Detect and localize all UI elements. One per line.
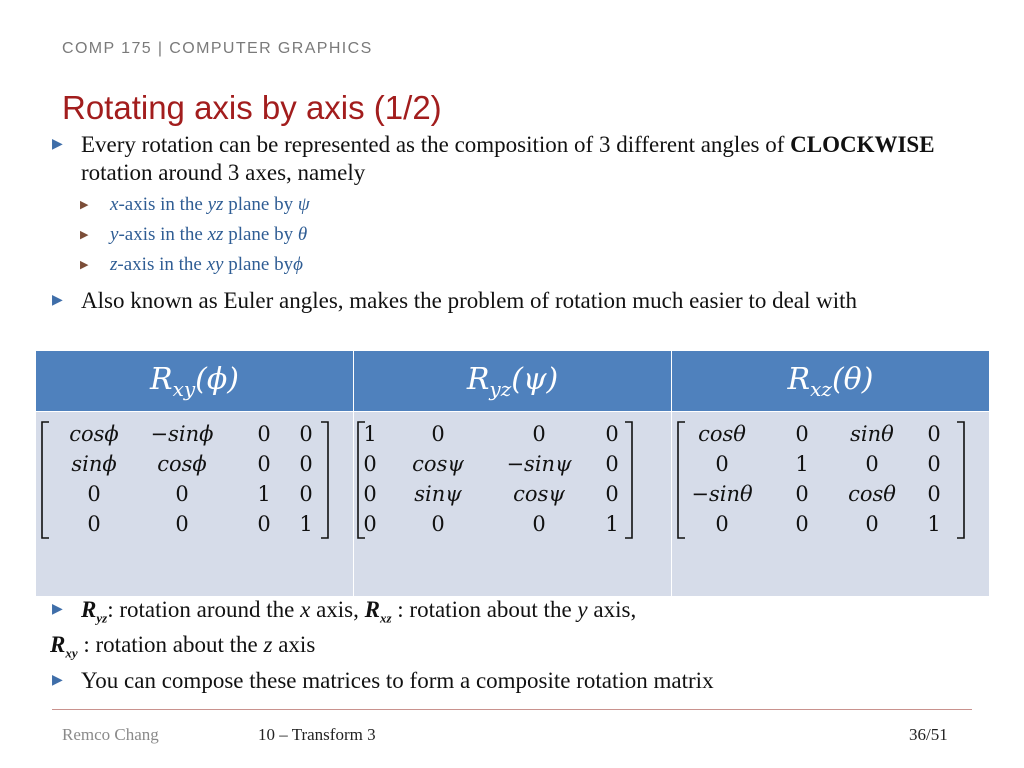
matrix-entry: 0 [532,512,546,536]
matrix-entry: 0 [257,512,271,536]
matrix-svg [36,420,336,546]
bullet-compose: ▶ You can compose these matrices to form a composite rotation matrix [52,668,714,693]
matrix-entry: 0 [795,512,809,536]
matrix-entry: −sinθ [691,482,753,506]
matrix-entry: 0 [257,452,271,476]
matrix-entry: 0 [257,422,271,446]
matrix-entry: 0 [715,452,729,476]
sub-bullet-arrow-icon: ▶ [80,229,89,241]
course-title: COMP 175 | COMPUTER GRAPHICS [62,40,373,57]
matrix-entry: 1 [927,512,941,536]
matrix-entry: 0 [299,422,313,446]
clockwise-text: CLOCKWISE [790,132,935,157]
footer-divider [52,709,972,710]
matrix-entry: 0 [175,482,189,506]
matrix-entry: 1 [605,512,619,536]
matrix-svg [672,420,972,546]
matrix-entry: 0 [927,422,941,446]
matrix-entry: 0 [363,452,377,476]
footer-author: Remco Chang [62,725,159,744]
matrix-right-bracket [625,422,632,538]
bullet-arrow-icon: ▶ [52,293,63,308]
matrix-cell-ryz [354,412,672,597]
matrix-entry: 0 [299,482,313,506]
matrix-entry: 0 [865,452,879,476]
sub-bullet-arrow-icon: ▶ [80,259,89,271]
bullet-arrow-icon: ▶ [52,602,63,617]
matrix-rxy [36,420,353,546]
sub-bullet-x-axis: ▶ x-axis in the yz plane by ψ [80,194,310,215]
matrix-entry: 1 [257,482,271,506]
header-rxz: $R_{xz}(\theta)$ [672,351,990,412]
matrix-entry: 0 [299,452,313,476]
matrix-entry: cosϕ [69,422,119,446]
matrix-entry: cosϕ [157,452,207,476]
footer-lecture: 10 – Transform 3 [258,725,376,744]
matrix-entry: 0 [605,422,619,446]
matrix-entry: 0 [431,512,445,536]
matrix-entry: 1 [363,422,377,446]
header-ryz: $R_{yz}(\psi)$ [354,351,672,412]
legend-continuation: $R_{xy}$ : rotation about the z axis [50,632,316,661]
matrix-entry: cosθ [698,422,746,446]
matrix-entry: 1 [299,512,313,536]
matrix-entry: −sinψ [506,452,572,476]
matrix-entry: cosθ [848,482,896,506]
matrix-rxz [672,420,989,546]
matrix-entry: 0 [363,482,377,506]
matrix-entry: 0 [927,482,941,506]
matrix-entry: 0 [431,422,445,446]
matrix-entry: −sinϕ [150,422,214,446]
matrix-entry: 0 [795,482,809,506]
matrix-entry: 0 [175,512,189,536]
matrix-entry: 0 [715,512,729,536]
matrix-entry: 0 [865,512,879,536]
matrix-left-bracket [678,422,685,538]
footer-page-number: 36/51 [909,725,948,744]
sub-bullet-arrow-icon: ▶ [80,199,89,211]
matrix-cell-rxz [672,412,990,597]
matrix-entry: cosψ [412,452,464,476]
matrix-entry: sinθ [850,422,894,446]
matrix-cell-rxy [36,412,354,597]
matrix-ryz [354,420,671,546]
matrix-entry: 0 [363,512,377,536]
matrix-entry: 0 [927,452,941,476]
matrix-entry: 0 [605,452,619,476]
bullet-arrow-icon: ▶ [52,137,63,152]
matrix-entry: 0 [87,482,101,506]
matrix-entry: sinϕ [71,452,117,476]
matrix-entry: 0 [87,512,101,536]
sub-bullet-z-axis: ▶ z-axis in the xy plane byϕ [80,254,303,275]
bullet-matrix-legend: ▶ $R_{yz}$: rotation around the x axis, $R_{xz}$ : rotation about the y axis, [52,597,637,626]
matrix-entry: 1 [795,452,809,476]
matrix-left-bracket [42,422,49,538]
slide-title: Rotating axis by axis (1/2) [62,89,442,126]
bullet-every-rotation: ▶ Every rotation can be represented as the composition of 3 different angles of CLOCKWISE rotation around 3 axes, namely [52,132,935,185]
sub-bullet-y-axis: ▶ y-axis in the xz plane by θ [80,224,308,245]
rotation-matrix-table [35,350,990,597]
matrix-entry: 0 [795,422,809,446]
matrix-entry: 0 [605,482,619,506]
bullet-euler-angles: ▶ Also known as Euler angles, makes the problem of rotation much easier to deal with [52,288,858,313]
matrix-svg [354,420,654,546]
matrix-entry: cosψ [513,482,565,506]
matrix-entry: 0 [532,422,546,446]
bullet-arrow-icon: ▶ [52,673,63,688]
matrix-right-bracket [957,422,964,538]
matrix-entry: sinψ [414,482,462,506]
matrix-right-bracket [321,422,328,538]
header-rxy: $R_{xy}(\phi)$ [36,351,354,412]
